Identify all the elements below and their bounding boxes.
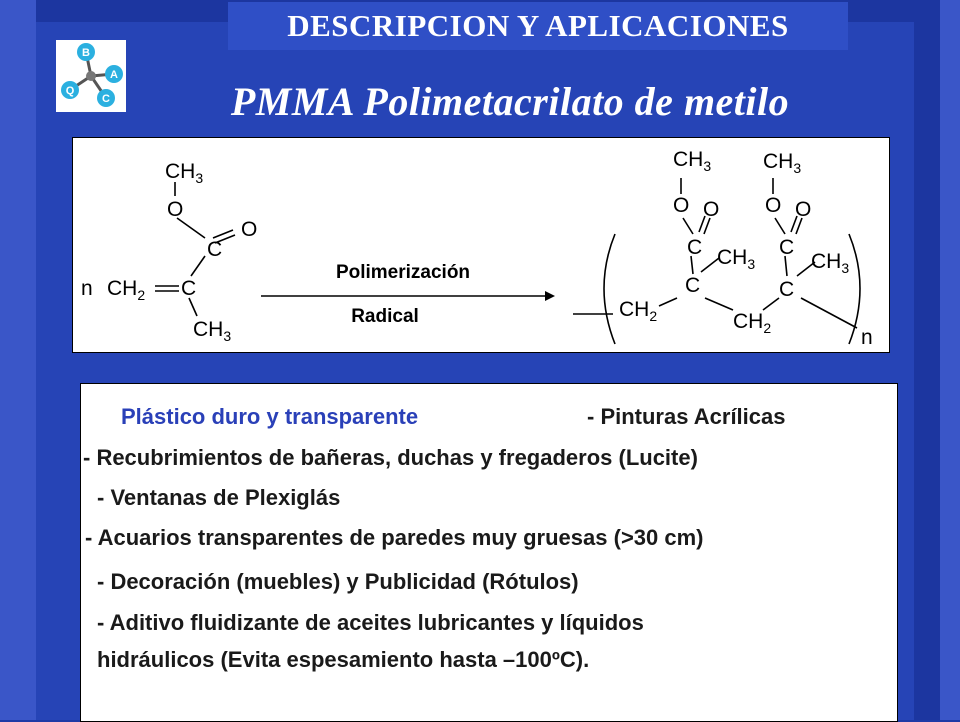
svg-text:CH3: $CH_3$ xyxy=(811,250,850,276)
svg-text:C: C xyxy=(687,236,703,259)
svg-text:O: O xyxy=(765,194,782,217)
svg-text:O: O xyxy=(703,198,720,221)
svg-text:CH3: $CH_3$ xyxy=(673,148,712,174)
application-item: - Ventanas de Plexiglás xyxy=(97,485,341,510)
slide-title: DESCRIPCION Y APLICACIONES xyxy=(287,8,789,43)
svg-text:O: O xyxy=(673,194,690,217)
logo-label-q: Q xyxy=(65,85,75,97)
svg-text:CH2: $CH_2$ xyxy=(733,310,772,336)
application-item: - Acuarios transparentes de paredes muy gruesas (>30 cm) xyxy=(85,525,704,550)
svg-text:CH2: $CH_2$ xyxy=(107,277,146,303)
svg-text:C: C xyxy=(779,236,795,259)
svg-text:CH3: $CH_3$ xyxy=(165,160,204,186)
application-item: - Recubrimientos de bañeras, duchas y fregaderos (Lucite) xyxy=(83,445,698,470)
applications-box xyxy=(80,383,898,722)
svg-text:CH3: $CH_3$ xyxy=(763,150,802,176)
svg-text:CH3: $CH_3$ xyxy=(193,318,232,344)
svg-text:CH3: $CH_3$ xyxy=(717,246,756,272)
svg-text:O: O xyxy=(241,218,258,241)
molecule-logo xyxy=(56,40,126,112)
svg-text:CH2: $CH_2$ xyxy=(619,298,658,324)
slide-subtitle: PMMA Polimetacrilato de metilo xyxy=(230,79,790,124)
svg-text:C: C xyxy=(779,278,795,301)
application-item: hidráulicos (Evita espesamiento hasta –100ºC). xyxy=(97,647,590,672)
application-item: - Decoración (muebles) y Publicidad (Rótulos) xyxy=(97,569,579,594)
svg-text:O: O xyxy=(795,198,812,221)
highlight-property: Plástico duro y transparente xyxy=(121,404,419,429)
arrow-label-top: Polimerización xyxy=(335,262,471,283)
arrow-label-bottom: Radical xyxy=(351,306,419,327)
monomer-coefficient: n xyxy=(81,277,93,300)
polymer-repeat-index: n xyxy=(861,326,873,349)
logo-label-a: A xyxy=(110,69,118,81)
application-item: - Pinturas Acrílicas xyxy=(587,404,786,429)
monomer-carbonyl-carbon: C xyxy=(207,238,223,261)
svg-text:C: C xyxy=(685,274,701,297)
logo-label-c: C xyxy=(102,93,110,105)
svg-text:C: C xyxy=(181,277,197,300)
reaction-scheme xyxy=(72,137,890,353)
monomer-oxygen: O xyxy=(167,198,184,221)
logo-label-b: B xyxy=(82,47,90,59)
application-item: - Aditivo fluidizante de aceites lubricantes y líquidos xyxy=(97,610,644,635)
